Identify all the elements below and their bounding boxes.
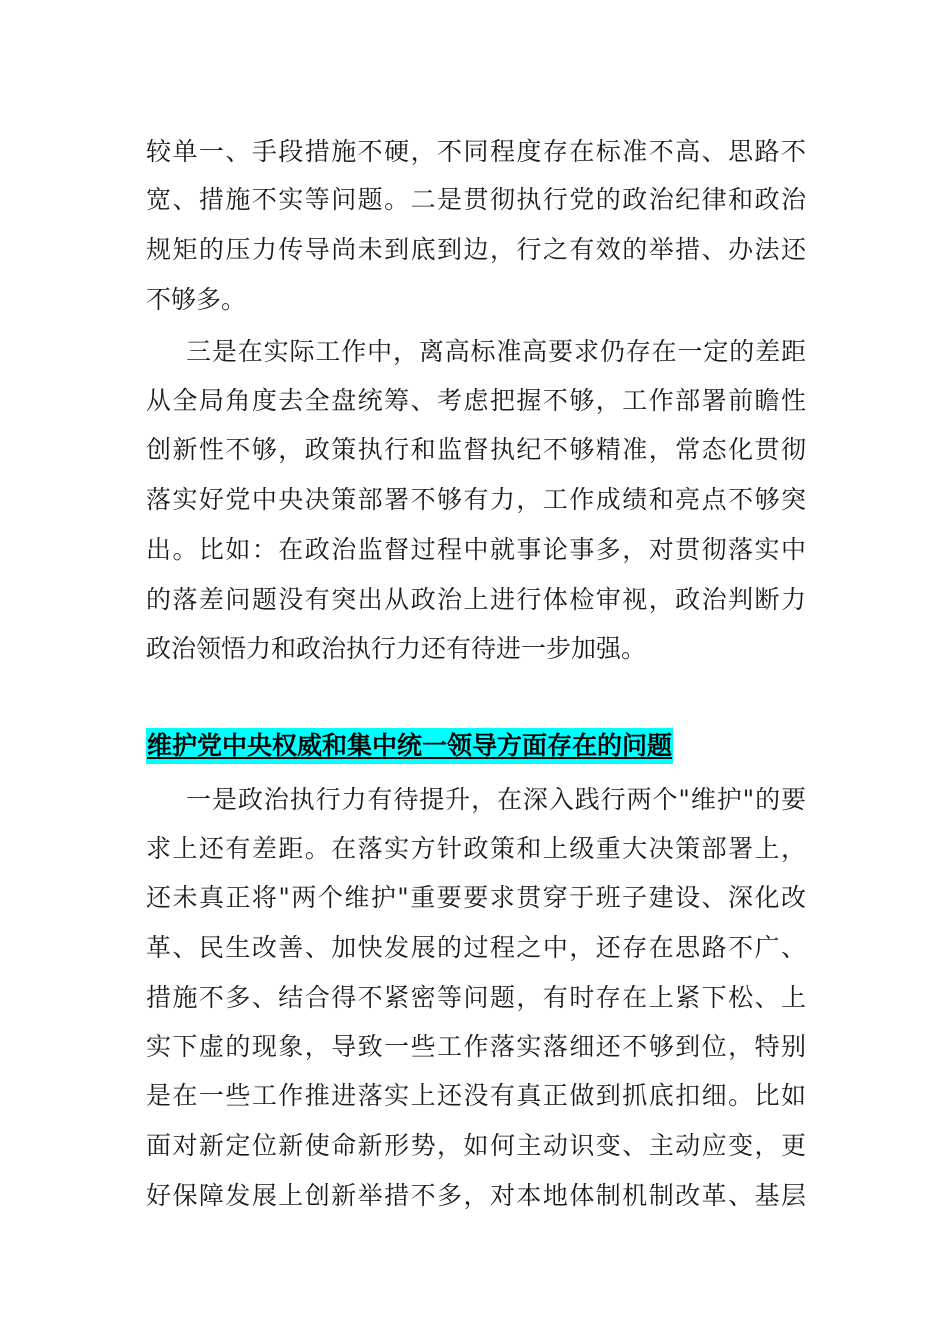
paragraph-2-line-6: 的落差问题没有突出从政治上进行体检审视，政治判断力: [146, 585, 806, 614]
paragraph-3-line-5: 措施不多、结合得不紧密等问题，有时存在上紧下松、上: [146, 983, 806, 1012]
paragraph-3-line-6: 实下虚的现象，导致一些工作落实落细还不够到位，特别: [146, 1032, 806, 1061]
paragraph-2-line-3: 创新性不够，政策执行和监督执纪不够精准，常态化贯彻: [146, 435, 806, 464]
paragraph-1-line-4: 不够多。: [146, 285, 247, 314]
paragraph-2-line-1: 三是在实际工作中，离高标准高要求仍存在一定的差距: [186, 337, 806, 366]
paragraph-2-line-7: 政治领悟力和政治执行力还有待进一步加强。: [146, 634, 647, 663]
paragraph-3-line-1: 一是政治执行力有待提升，在深入践行两个"维护"的要: [186, 785, 806, 814]
paragraph-3-line-2: 求上还有差距。在落实方针政策和上级重大决策部署上，: [146, 834, 806, 863]
paragraph-3-line-4: 革、民生改善、加快发展的过程之中，还存在思路不广、: [146, 933, 806, 962]
paragraph-1-line-3: 规矩的压力传导尚未到底到边，行之有效的举措、办法还: [146, 235, 806, 264]
paragraph-3-line-9: 好保障发展上创新举措不多，对本地体制机制改革、基层: [146, 1181, 806, 1210]
paragraph-3-line-7: 是在一些工作推进落实上还没有真正做到抓底扣细。比如: [146, 1081, 806, 1110]
section-heading: 维护党中央权威和集中统一领导方面存在的问题: [146, 728, 673, 764]
paragraph-2-line-2: 从全局角度去全盘统筹、考虑把握不够，工作部署前瞻性: [146, 386, 806, 415]
paragraph-3-line-8: 面对新定位新使命新形势，如何主动识变、主动应变，更: [146, 1131, 806, 1160]
paragraph-2-line-4: 落实好党中央决策部署不够有力，工作成绩和亮点不够突: [146, 485, 806, 514]
paragraph-1-line-1: 较单一、手段措施不硬，不同程度存在标准不高、思路不: [146, 137, 806, 166]
paragraph-1-line-2: 宽、措施不实等问题。二是贯彻执行党的政治纪律和政治: [146, 185, 806, 214]
paragraph-3-line-3: 还未真正将"两个维护"重要要求贯穿于班子建设、深化改: [146, 883, 806, 912]
paragraph-2-line-5: 出。比如：在政治监督过程中就事论事多，对贯彻落实中: [146, 535, 806, 564]
